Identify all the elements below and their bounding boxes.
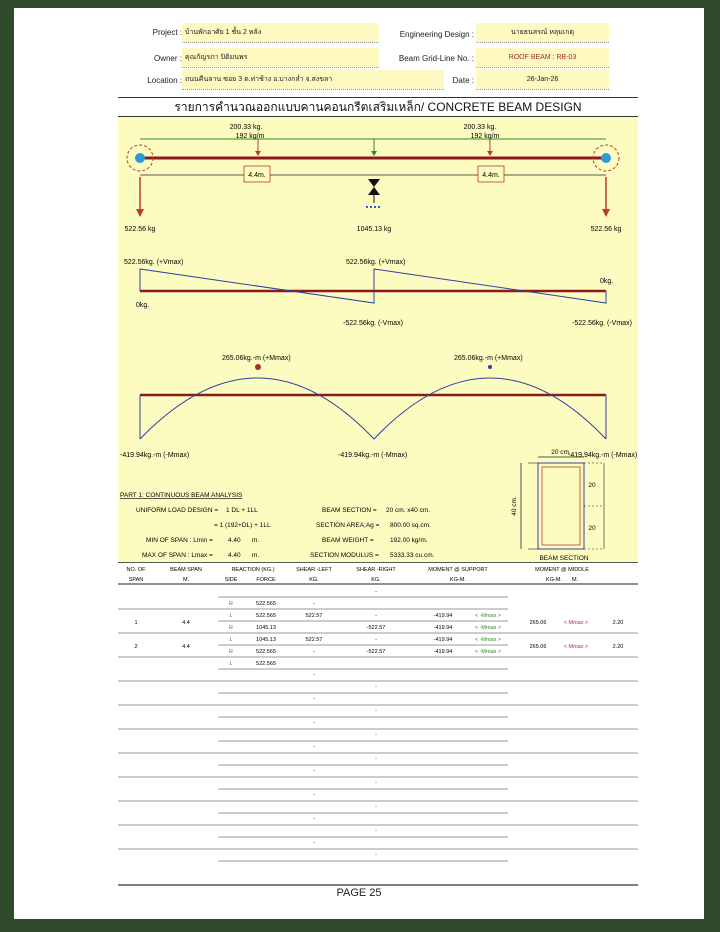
span-no-cell: 2 bbox=[134, 644, 138, 650]
force-cell: 1045.13 bbox=[256, 625, 276, 631]
table-dash: - bbox=[313, 744, 315, 750]
moment-x-cell: 2.20 bbox=[612, 620, 624, 626]
section-dim1: 20 bbox=[588, 482, 596, 489]
moment-support-cell: -419.94 bbox=[433, 625, 453, 631]
force-cell: 522.565 bbox=[256, 661, 276, 667]
table-dash: - bbox=[313, 649, 315, 655]
gridline-label: Beam Grid-Line No. : bbox=[398, 54, 474, 63]
udl-label: UNIFORM LOAD DESIGN = bbox=[136, 507, 219, 514]
table-dash: - bbox=[375, 828, 377, 834]
load-left-text: 200.33 kg. bbox=[229, 124, 263, 131]
moment-support-cell: -419.94 bbox=[433, 613, 453, 619]
mid-support-icon bbox=[368, 179, 380, 187]
section-label: BEAM SECTION = bbox=[322, 507, 377, 514]
side-cell: R bbox=[229, 649, 233, 655]
moment-bot-right: -419.94kg.-m (-Mmax) bbox=[568, 452, 638, 459]
moment-middle-cell: 265.06 bbox=[529, 644, 547, 650]
gridline-value: ROOF BEAM : RB-03 bbox=[476, 48, 609, 68]
force-cell: 1045.13 bbox=[256, 637, 276, 643]
moment-x-cell: 2.20 bbox=[612, 644, 624, 650]
side-cell: L bbox=[229, 613, 233, 619]
table-dash: - bbox=[313, 672, 315, 678]
shear-bot-mid: -522.56kg. (-Vmax) bbox=[343, 320, 403, 327]
shear-zero-left: 0kg. bbox=[136, 302, 150, 309]
shear-top-left: 522.56kg. (+Vmax) bbox=[124, 259, 184, 266]
udl-left-text: 192 kg/m bbox=[235, 133, 265, 140]
results-table bbox=[118, 562, 638, 892]
moment-top-left: 265.06kg.-m (+Mmax) bbox=[222, 355, 291, 362]
span-no-cell: 1 bbox=[134, 620, 138, 626]
shear-zero-right: 0kg. bbox=[600, 278, 614, 285]
shear-top-mid: 522.56kg. (+Vmax) bbox=[346, 259, 406, 266]
engineering-value: นายธนสรณ์ หลุมเกตุ bbox=[476, 23, 609, 43]
section-outline bbox=[538, 463, 584, 549]
diagram-panel bbox=[118, 117, 638, 562]
min-span-unit: m. bbox=[252, 537, 260, 544]
modulus-value: 5333.33 cu.cm. bbox=[390, 552, 435, 559]
side-cell: L bbox=[229, 637, 233, 643]
table-dash: - bbox=[313, 840, 315, 846]
th-moment-middle: MOMENT @ MIDDLE bbox=[535, 567, 589, 573]
mmax-tag: < -Mmax > bbox=[474, 649, 502, 655]
weight-value: 192.00 kg/m. bbox=[390, 537, 428, 544]
shear-curve bbox=[140, 269, 606, 303]
mmax-tag: < Mmax > bbox=[563, 620, 589, 626]
th2-kgm1: KG-M. bbox=[450, 577, 466, 583]
udl-right-text: 192 kg/m bbox=[470, 133, 500, 140]
max-span-unit: m. bbox=[252, 552, 260, 559]
modulus-label: SECTION MODULUS = bbox=[310, 552, 379, 559]
table-dash: - bbox=[313, 696, 315, 702]
max-span-value: 4.40 bbox=[228, 552, 241, 559]
reaction-mid-text: 1045.13 kg bbox=[356, 226, 392, 233]
table-dash: - bbox=[313, 768, 315, 774]
table-dash: - bbox=[375, 732, 377, 738]
th-moment-support: MOMENT @ SUPPORT bbox=[428, 567, 488, 573]
mmax-tag: < -Mmax > bbox=[474, 625, 502, 631]
load-right-text: 200.33 kg. bbox=[463, 124, 497, 131]
force-cell: 522.565 bbox=[256, 649, 276, 655]
reaction-left-text: 522.56 kg bbox=[124, 226, 156, 233]
section-height-text: 40 cm. bbox=[511, 496, 518, 516]
moment-support-cell: -419.94 bbox=[433, 649, 453, 655]
side-cell: R bbox=[229, 601, 233, 607]
page-footer: PAGE 25 bbox=[336, 887, 382, 899]
moment-curve bbox=[140, 378, 606, 439]
shear-right-cell: -522.57 bbox=[366, 649, 386, 655]
table-dash: - bbox=[375, 804, 377, 810]
page-title: รายการคำนวณออกแบบคานคอนกรีตเสริมเหล็ก/ CONCRETE BEAM DESIGN bbox=[118, 97, 638, 117]
udl-formula1: 1 DL + 1LL bbox=[226, 507, 258, 514]
moment-middle-cell: 265.06 bbox=[529, 620, 547, 626]
date-label: Date : bbox=[452, 76, 474, 85]
shear-bot-right: -522.56kg. (-Vmax) bbox=[572, 320, 632, 327]
right-support-icon bbox=[601, 153, 611, 163]
moment-top-right: 265.06kg.-m (+Mmax) bbox=[454, 355, 523, 362]
th2-force: FORCE bbox=[256, 577, 276, 583]
owner-label: Owner : bbox=[153, 54, 182, 63]
table-dash: - bbox=[375, 589, 377, 595]
table-dash: - bbox=[313, 792, 315, 798]
force-cell: 522.565 bbox=[256, 601, 276, 607]
location-label: Location : bbox=[147, 76, 182, 85]
th-span: BEAM SPAN bbox=[170, 567, 202, 573]
side-cell: L bbox=[229, 661, 233, 667]
moment-support-cell: -419.94 bbox=[433, 637, 453, 643]
table-dash: - bbox=[375, 708, 377, 714]
side-cell: R bbox=[229, 625, 233, 631]
table-dash: - bbox=[313, 601, 315, 607]
location-value: ถนนคีนลาน ซอย 3 ต.ท่าช้าง อ.บางกล่ำ จ.สงขลา bbox=[182, 70, 444, 90]
document-page bbox=[14, 8, 704, 919]
owner-value: คุณกัญรภา ปิติมนพร bbox=[182, 48, 379, 68]
analysis-heading: PART 1: CONTINUOUS BEAM ANALYSIS bbox=[120, 492, 243, 499]
th2-kg2: KG. bbox=[371, 577, 381, 583]
force-cell: 522.565 bbox=[256, 613, 276, 619]
th2-m2: M. bbox=[571, 577, 579, 583]
shear-right-cell: -522.57 bbox=[366, 625, 386, 631]
min-span-value: 4.40 bbox=[228, 537, 241, 544]
th-shear-left: SHEAR -LEFT bbox=[296, 567, 332, 573]
section-caption: BEAM SECTION bbox=[539, 555, 589, 562]
th-no: NO. OF bbox=[126, 567, 146, 573]
th2-kg1: KG. bbox=[309, 577, 319, 583]
span-length-cell: 4.4 bbox=[182, 644, 190, 650]
table-dash: - bbox=[375, 684, 377, 690]
section-width-text: 20 cm. bbox=[551, 449, 571, 456]
shear-right-cell: - bbox=[375, 637, 377, 643]
min-span-label: MIN OF SPAN : Lmin = bbox=[146, 537, 213, 544]
mmax-tag: < -Mmax > bbox=[474, 637, 502, 643]
moment-bot-mid: -419.94kg.-m (-Mmax) bbox=[338, 452, 408, 459]
span-left-text: 4.4m. bbox=[248, 172, 266, 179]
th2-side: SIDE bbox=[224, 577, 238, 583]
shear-left-cell: 522.57 bbox=[305, 613, 323, 619]
max-span-label: MAX OF SPAN : Lmax = bbox=[142, 552, 213, 559]
area-label: SECTION AREA;Ag = bbox=[316, 522, 380, 529]
table-dash: - bbox=[375, 852, 377, 858]
mmax-tag: < -Mmax > bbox=[474, 613, 502, 619]
span-right-text: 4.4m. bbox=[482, 172, 500, 179]
th2-m: M. bbox=[182, 577, 190, 583]
th2-kgm2: KG-M. bbox=[546, 577, 562, 583]
table-dash: - bbox=[375, 756, 377, 762]
span-length-cell: 4.4 bbox=[182, 620, 190, 626]
project-label: Project : bbox=[152, 28, 182, 37]
table-dash: - bbox=[375, 780, 377, 786]
th2-span: SPAN bbox=[128, 577, 144, 583]
udl-formula2: = 1 (192+DL) + 1LL bbox=[214, 522, 271, 529]
left-support-icon bbox=[135, 153, 145, 163]
project-value: บ้านพักอาศัย 1 ชั้น 2 หลัง bbox=[182, 23, 379, 43]
section-dim2: 20 bbox=[588, 525, 596, 532]
moment-bot-left: -419.94kg.-m (-Mmax) bbox=[120, 452, 190, 459]
shear-right-cell: - bbox=[375, 613, 377, 619]
reaction-right-text: 522.56 kg bbox=[590, 226, 622, 233]
section-value: 20 cm. x40 cm. bbox=[386, 507, 431, 514]
date-value: 26-Jan-26 bbox=[476, 70, 609, 90]
shear-left-cell: 522.57 bbox=[305, 637, 323, 643]
weight-label: BEAM WEIGHT = bbox=[322, 537, 374, 544]
engineering-label: Engineering Design : bbox=[399, 30, 474, 39]
th-shear-right: SHEAR -RIGHT bbox=[356, 567, 396, 573]
th-reaction: REACTION (KG.) bbox=[231, 567, 275, 573]
table-dash: - bbox=[313, 816, 315, 822]
table-dash: - bbox=[313, 720, 315, 726]
area-value: 800.00 sq.cm. bbox=[390, 522, 431, 529]
mmax-tag: < Mmax > bbox=[563, 644, 589, 650]
